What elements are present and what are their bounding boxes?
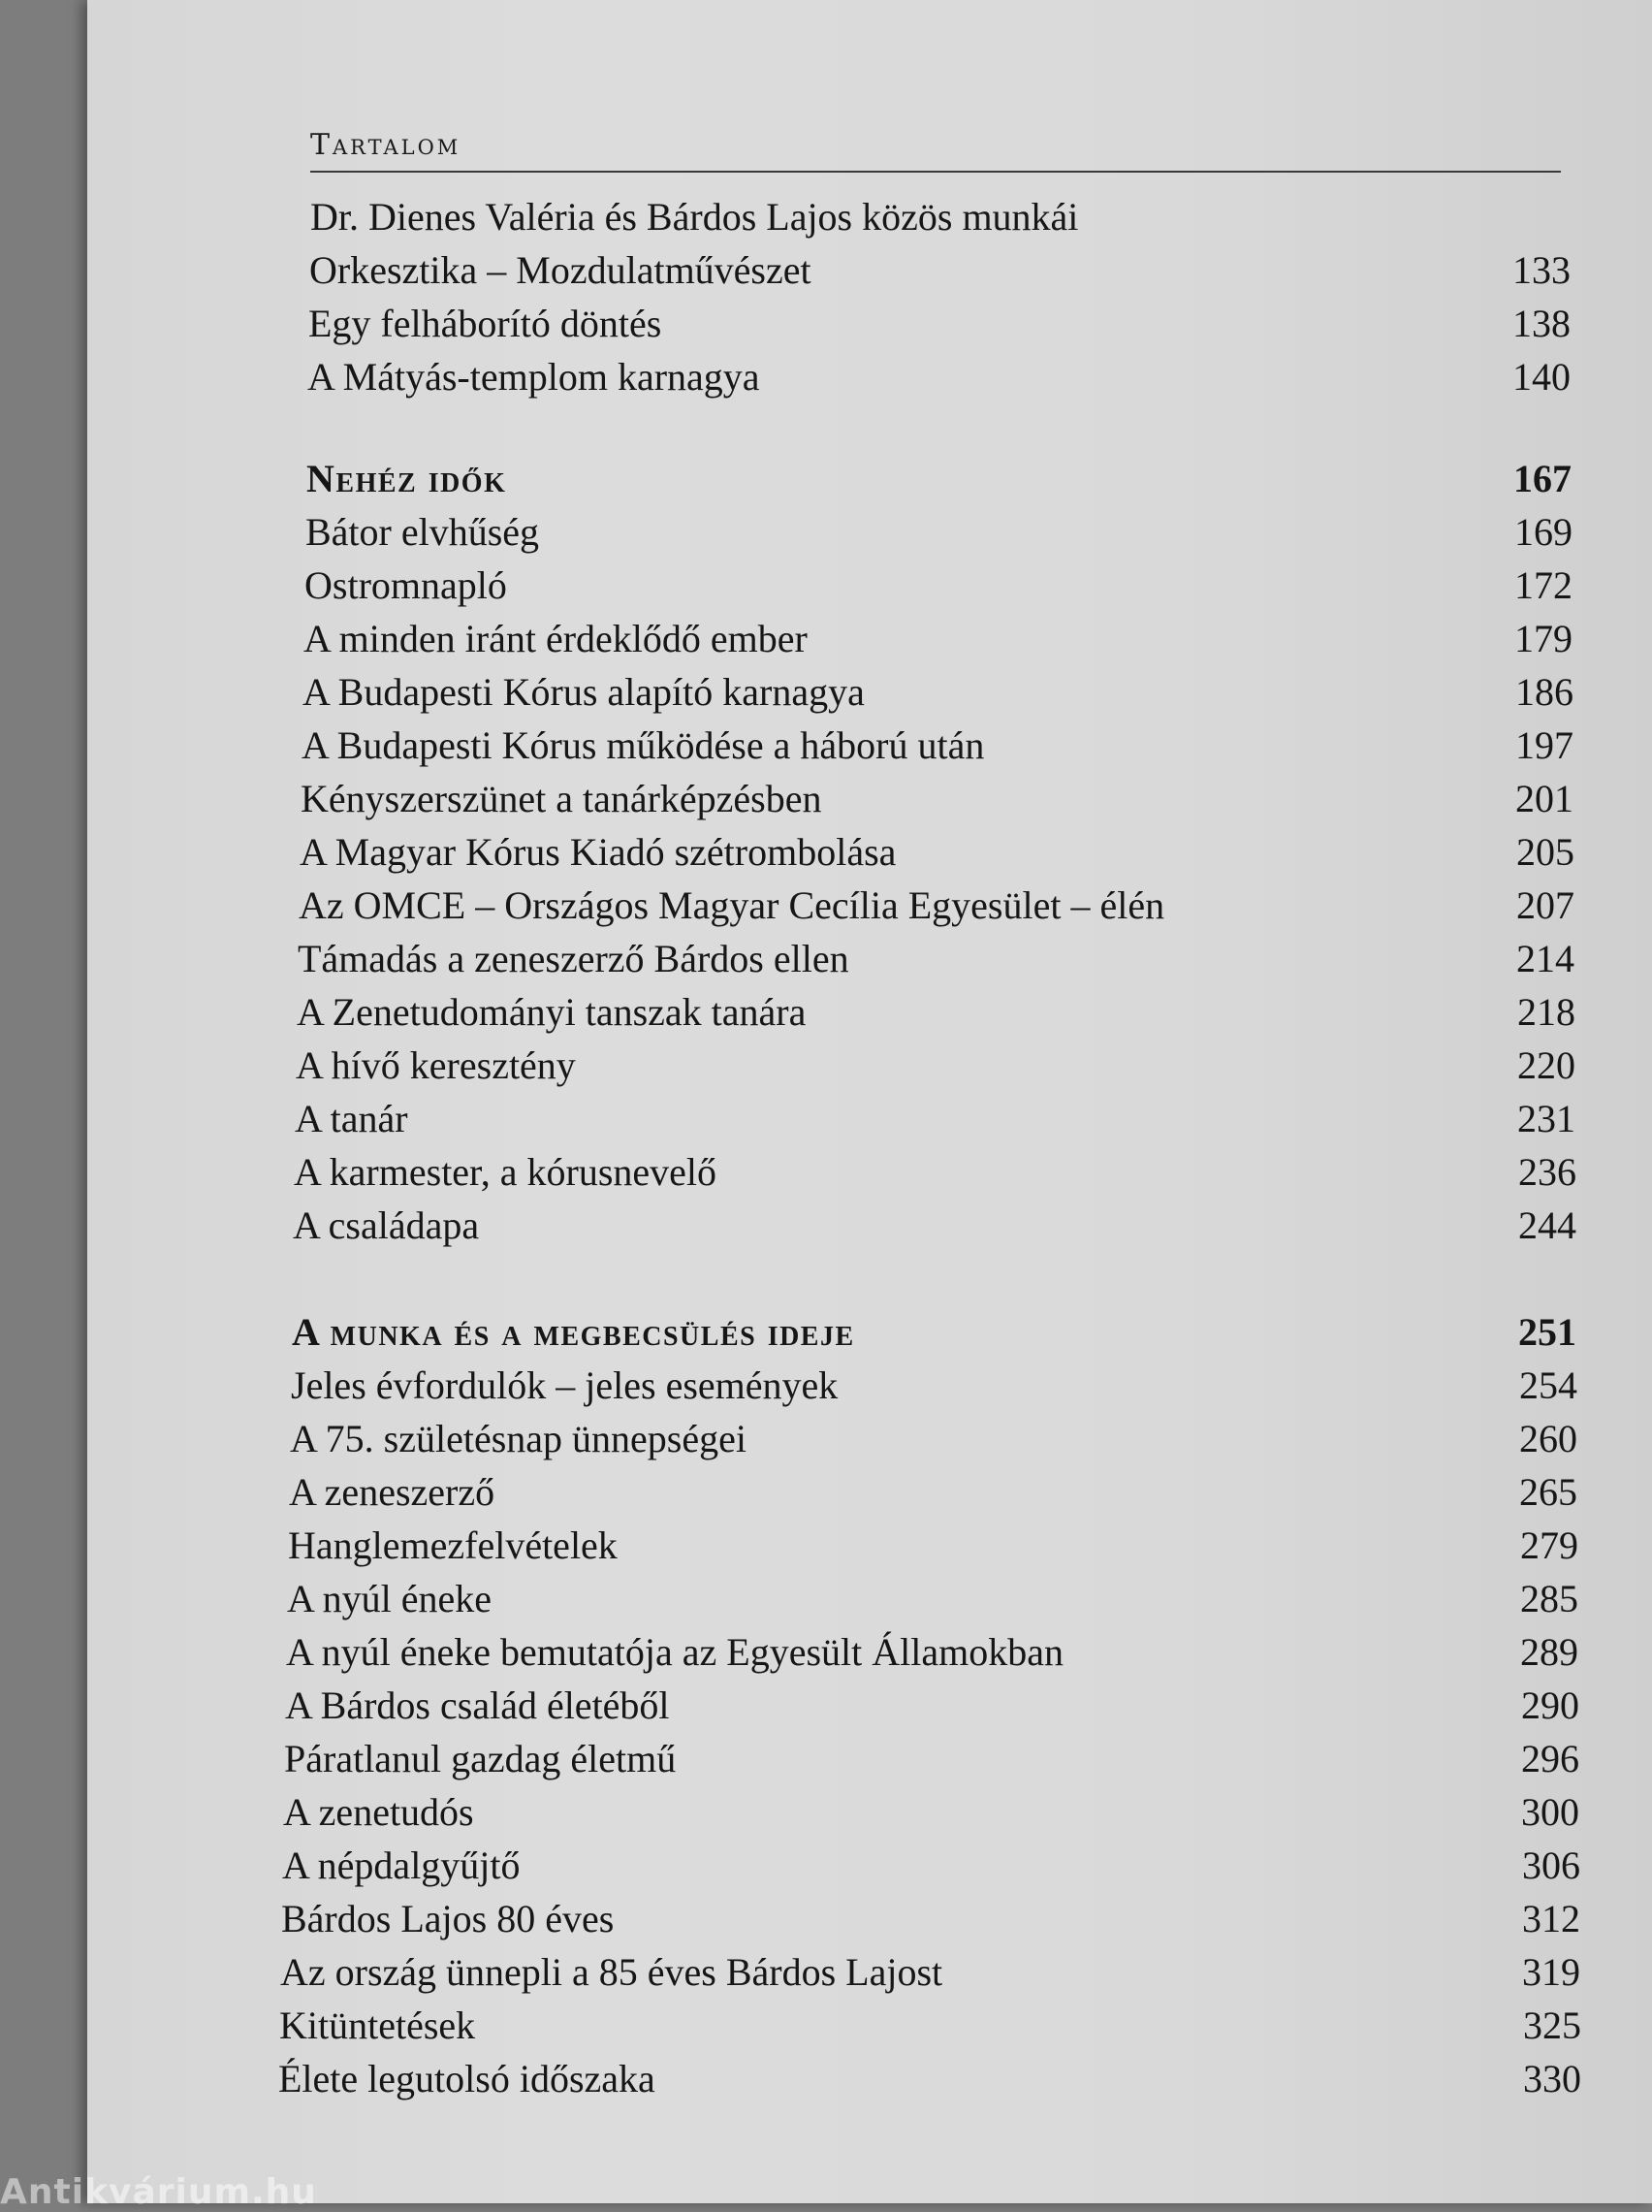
toc-entry <box>285 1683 1579 1735</box>
toc-entry <box>297 989 1575 1042</box>
toc-entry <box>290 1416 1577 1468</box>
toc-entry-page-number: 140 <box>1512 355 1571 399</box>
toc-entry-title: Az OMCE – Országos Magyar Cecília Egyesület – élén <box>299 883 1165 927</box>
toc-entry-title: Páratlanul gazdag életmű <box>284 1737 677 1780</box>
toc-entry-title: A Budapesti Kórus működése a háború után <box>302 723 985 767</box>
toc-entry-title: Bátor elvhűség <box>305 510 540 554</box>
toc-entry <box>284 1736 1579 1788</box>
toc-entry-page-number: 306 <box>1522 1843 1580 1887</box>
toc-entry-title: A népdalgyűjtő <box>282 1843 521 1887</box>
toc-entry-title: A zenetudós <box>283 1790 474 1834</box>
toc-entry-title: A zeneszerző <box>289 1470 495 1514</box>
toc-entry-title: A Magyar Kórus Kiadó szétrombolása <box>300 830 897 874</box>
toc-entry <box>305 509 1573 561</box>
toc-entry-title: A minden iránt érdeklődő ember <box>303 617 808 660</box>
toc-entry-title: Hanglemezfelvételek <box>288 1523 618 1567</box>
toc-entry-page-number: 172 <box>1514 563 1573 607</box>
toc-entry <box>303 616 1573 668</box>
toc-entry-page-number: 279 <box>1520 1523 1578 1567</box>
toc-entry-title: Kitüntetések <box>279 2004 476 2047</box>
toc-entry-page-number: 265 <box>1519 1470 1577 1514</box>
toc-entry-title: Dr. Dienes Valéria és Bárdos Lajos közös munkái <box>310 195 1079 239</box>
toc-entry-page-number: 244 <box>1518 1203 1576 1247</box>
toc-entry-page-number: 179 <box>1514 617 1573 660</box>
toc-entry <box>278 2056 1581 2108</box>
toc-entry <box>282 1843 1580 1895</box>
toc-entry-page-number: 254 <box>1519 1363 1577 1407</box>
toc-entry-title: Támadás a zeneszerző Bárdos ellen <box>298 937 849 980</box>
toc-entry-page-number: 285 <box>1520 1577 1578 1620</box>
toc-entry-title: Nehéz idők <box>306 457 507 500</box>
toc-entry-page-number: 231 <box>1517 1097 1575 1140</box>
toc-entry-title: A családapa <box>293 1203 480 1247</box>
toc-entry-page-number: 218 <box>1517 990 1575 1034</box>
toc-entry-title: A nyúl éneke <box>287 1577 492 1620</box>
toc-entry <box>301 776 1573 828</box>
toc-entry-page-number: 220 <box>1517 1043 1575 1087</box>
toc-entry-page-number: 186 <box>1515 670 1573 714</box>
toc-entry <box>288 1523 1578 1575</box>
running-header: Tartalom <box>310 128 461 162</box>
toc-entry-page-number: 289 <box>1520 1630 1578 1674</box>
toc-entry <box>308 301 1571 353</box>
toc-entry-page-number: 236 <box>1518 1150 1576 1194</box>
book-page <box>87 0 1652 2203</box>
toc-entry-title: Ostromnapló <box>304 563 507 607</box>
toc-entry <box>291 1362 1577 1415</box>
toc-entry <box>286 1629 1578 1682</box>
toc-entry-page-number: 330 <box>1523 2057 1581 2100</box>
toc-entry-title: A 75. születésnap ünnepségei <box>290 1417 747 1460</box>
toc-entry-title: A tanár <box>295 1097 408 1140</box>
toc-entry <box>302 722 1573 775</box>
toc-entry-title: Az ország ünnepli a 85 éves Bárdos Lajost <box>280 1950 943 1994</box>
toc-section-heading <box>292 1309 1576 1362</box>
toc-entry <box>281 1896 1580 1948</box>
toc-entry <box>298 936 1574 988</box>
toc-entry-page-number: 201 <box>1515 777 1573 820</box>
toc-entry-page-number: 197 <box>1515 723 1573 767</box>
toc-entry <box>294 1149 1576 1202</box>
toc-entry <box>280 1949 1580 2002</box>
toc-entry-title: Bárdos Lajos 80 éves <box>281 1897 615 1940</box>
toc-entry-page-number: 300 <box>1521 1790 1579 1834</box>
toc-entry-page-number: 169 <box>1514 510 1573 554</box>
toc-entry-page-number: 312 <box>1522 1897 1580 1940</box>
toc-entry-page-number: 290 <box>1521 1683 1579 1727</box>
toc-entry-title: Kényszerszünet a tanárképzésben <box>301 777 822 820</box>
toc-entry-page-number: 167 <box>1513 457 1572 500</box>
toc-entry-page-number: 138 <box>1512 302 1571 345</box>
toc-entry-page-number: 260 <box>1519 1417 1577 1460</box>
toc-entry <box>299 882 1574 935</box>
toc-entry-title: Élete legutolsó időszaka <box>278 2057 655 2100</box>
toc-section-heading <box>306 456 1572 508</box>
toc-entry <box>304 562 1573 615</box>
toc-entry-title: A munka és a megbecsülés ideje <box>292 1310 855 1354</box>
toc-entry-page-number: 325 <box>1523 2004 1581 2047</box>
toc-entry-title: A nyúl éneke bemutatója az Egyesült Államokban <box>286 1630 1064 1674</box>
toc-entry-page-number: 296 <box>1521 1737 1579 1780</box>
toc-entry <box>295 1096 1575 1148</box>
toc-entry-title: A karmester, a kórusnevelő <box>294 1150 717 1194</box>
toc-entry <box>309 247 1571 300</box>
toc-entry-page-number: 319 <box>1522 1950 1580 1994</box>
toc-entry-title: A Mátyás-templom karnagya <box>307 355 760 399</box>
toc-entry <box>283 1789 1579 1842</box>
toc-entry-title: A Bárdos család életéből <box>285 1683 670 1727</box>
toc-entry-page-number: 207 <box>1516 883 1574 927</box>
toc-entry <box>310 194 1571 246</box>
table-of-contents <box>87 0 1652 2203</box>
toc-entry-page-number: 214 <box>1516 937 1574 980</box>
toc-entry-page-number: 133 <box>1512 248 1571 292</box>
toc-entry <box>296 1042 1575 1095</box>
toc-entry-title: A Zenetudományi tanszak tanára <box>297 990 807 1034</box>
toc-entry <box>300 829 1574 882</box>
toc-entry-page-number: 205 <box>1516 830 1574 874</box>
toc-entry <box>287 1576 1578 1628</box>
toc-entry <box>279 2003 1581 2055</box>
toc-entry <box>289 1469 1577 1522</box>
toc-entry-title: Egy felháborító döntés <box>308 302 662 345</box>
toc-entry-title: Jeles évfordulók – jeles események <box>291 1363 839 1407</box>
toc-entry-page-number: 251 <box>1518 1310 1576 1354</box>
toc-entry <box>293 1202 1576 1255</box>
toc-entry <box>307 354 1571 406</box>
toc-entry-title: A Budapesti Kórus alapító karnagya <box>302 670 865 714</box>
toc-entry-title: A hívő keresztény <box>296 1043 576 1087</box>
toc-entry <box>302 669 1573 721</box>
watermark: Antikvárium.hu <box>0 2172 317 2212</box>
toc-entry-title: Orkesztika – Mozdulatművészet <box>309 248 811 292</box>
